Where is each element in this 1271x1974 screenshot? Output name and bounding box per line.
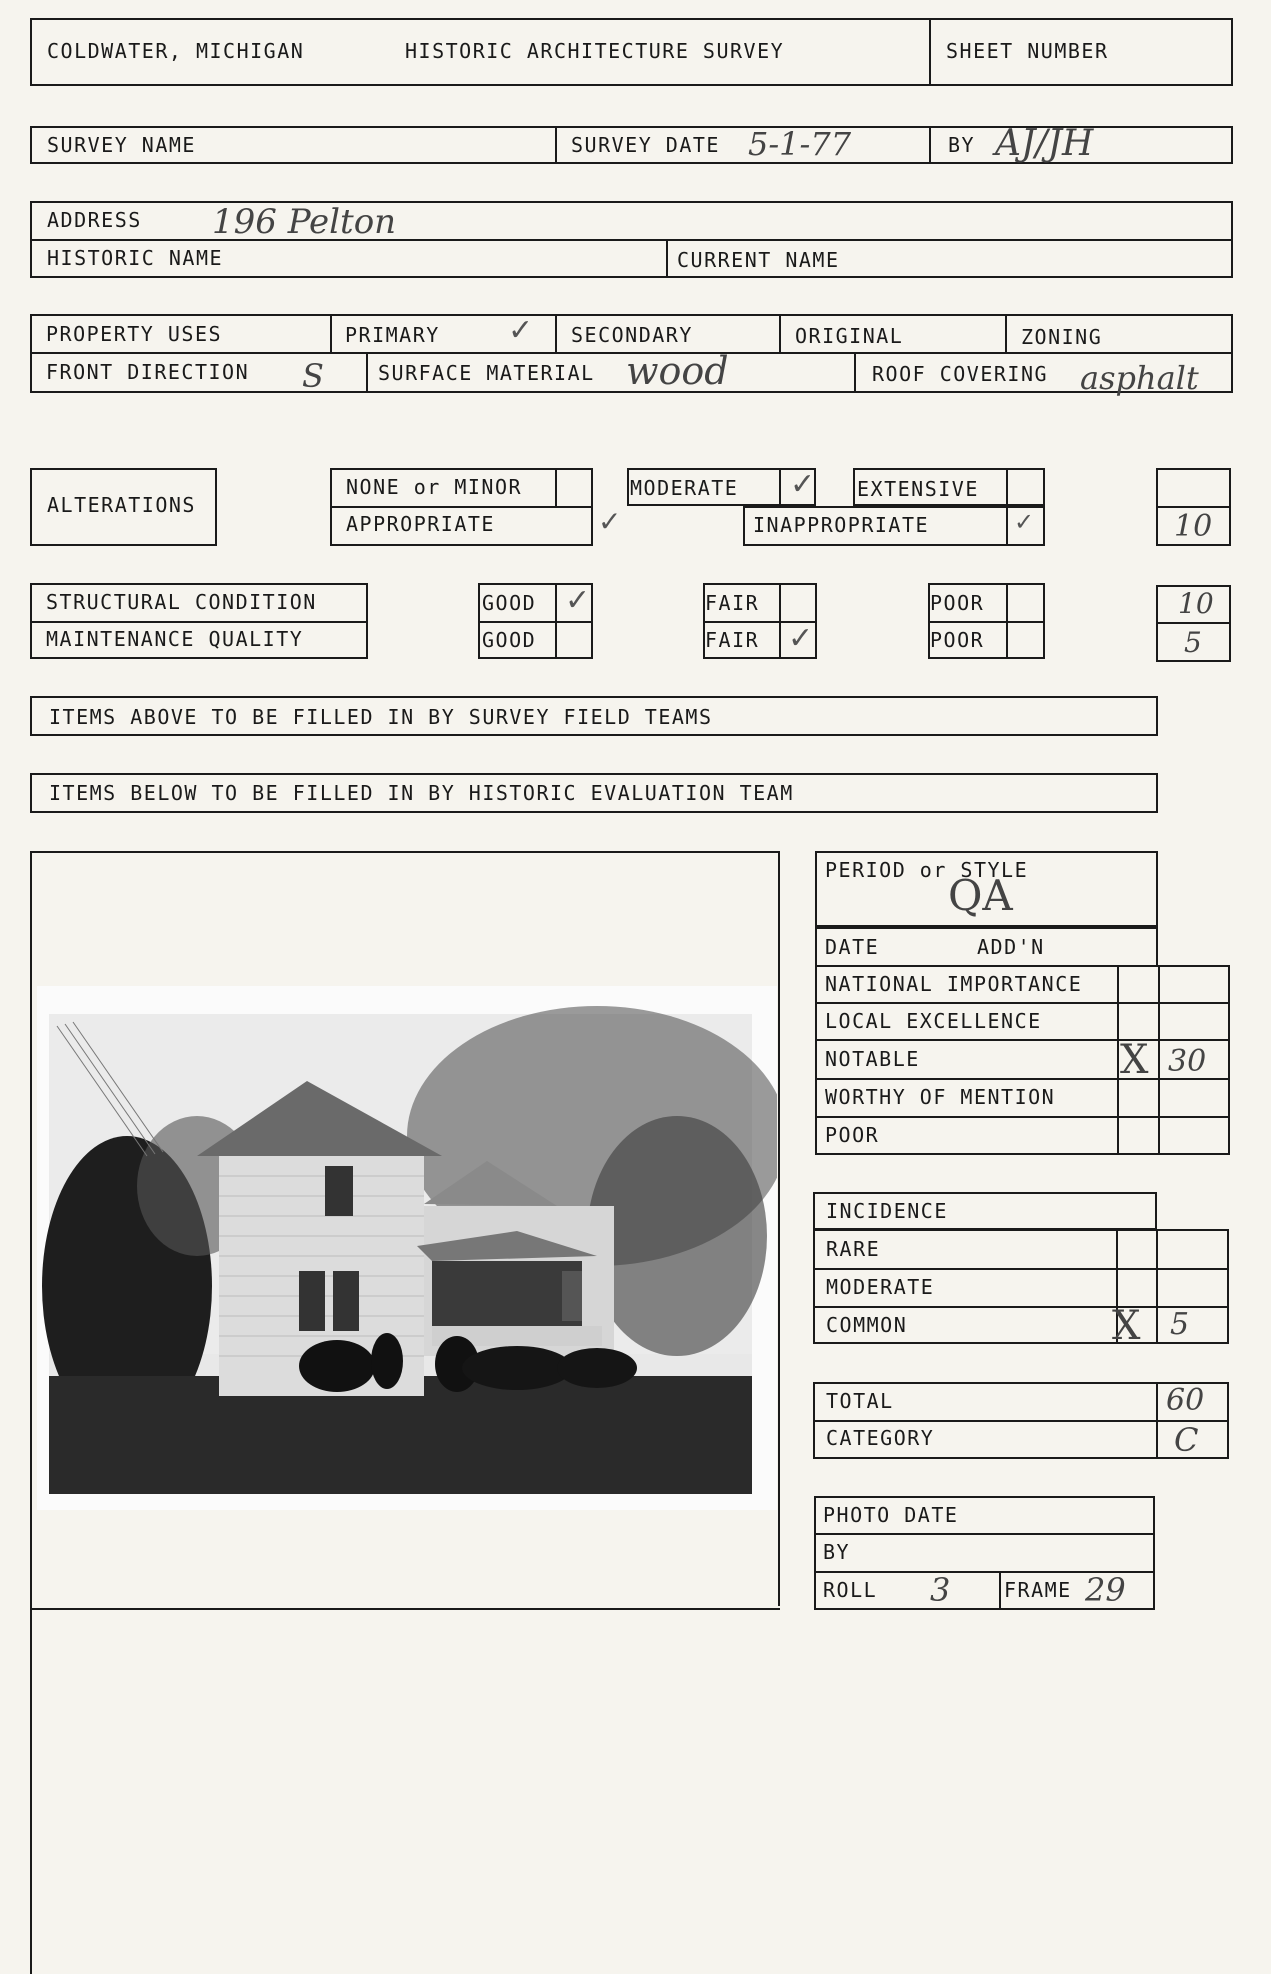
survey-date-label: SURVEY DATE bbox=[571, 133, 720, 157]
survey-row-right bbox=[1231, 126, 1233, 164]
rare-label: RARE bbox=[826, 1237, 881, 1261]
frame-value: 29 bbox=[1085, 1571, 1126, 1609]
name-divider bbox=[666, 239, 668, 278]
inc-row2 bbox=[813, 1306, 1229, 1308]
prop-div3 bbox=[779, 314, 781, 353]
structural-condition-label: STRUCTURAL CONDITION bbox=[46, 590, 317, 614]
common-label: COMMON bbox=[826, 1313, 908, 1337]
category-label: CATEGORY bbox=[826, 1426, 935, 1450]
frame-label: FRAME bbox=[1004, 1578, 1072, 1602]
house-photo-image bbox=[37, 986, 777, 1510]
total-label: TOTAL bbox=[826, 1389, 894, 1413]
period-label: PERIOD or STYLE bbox=[825, 858, 1029, 882]
address-label: ADDRESS bbox=[47, 208, 142, 232]
address-divider bbox=[30, 239, 1233, 241]
photo-by-label: BY bbox=[823, 1540, 851, 1564]
alterations-score: 10 bbox=[1174, 509, 1213, 544]
survey-by-label: BY bbox=[948, 133, 976, 157]
alterations-score-divider bbox=[1156, 506, 1231, 508]
incidence-moderate-label: MODERATE bbox=[826, 1275, 935, 1299]
addn-label: ADD'N bbox=[977, 935, 1045, 959]
importance-score-col bbox=[1158, 965, 1160, 1155]
roof-covering-label: ROOF COVERING bbox=[872, 362, 1049, 386]
prop-div2 bbox=[555, 314, 557, 353]
roll-frame-divider bbox=[999, 1571, 1001, 1610]
header-divider bbox=[929, 18, 931, 86]
photo-panel-bottom bbox=[30, 1608, 780, 1610]
notable-mark: X bbox=[1120, 1037, 1149, 1083]
structural-fair-label: FAIR bbox=[705, 591, 760, 615]
incidence-label: INCIDENCE bbox=[826, 1199, 948, 1223]
total-value: 60 bbox=[1166, 1383, 1205, 1418]
none-minor-label: NONE or MINOR bbox=[346, 475, 523, 499]
good-divider bbox=[478, 621, 593, 623]
prop-div4 bbox=[1005, 314, 1007, 353]
inc-row1 bbox=[813, 1268, 1229, 1270]
photo-panel-left bbox=[30, 851, 32, 1974]
common-mark: X bbox=[1112, 1303, 1141, 1349]
primary-check: ✓ bbox=[508, 313, 534, 348]
alterations-label: ALTERATIONS bbox=[47, 493, 196, 517]
none-minor-check-col bbox=[555, 468, 557, 506]
front-direction-label: FRONT DIRECTION bbox=[46, 360, 250, 384]
roll-label: ROLL bbox=[823, 1578, 878, 1602]
prop-div5 bbox=[366, 352, 368, 393]
property-uses-label: PROPERTY USES bbox=[46, 322, 223, 346]
sheet-number-label: SHEET NUMBER bbox=[946, 39, 1109, 63]
none-minor-divider bbox=[330, 506, 593, 508]
maintenance-score: 5 bbox=[1184, 626, 1202, 659]
roof-covering-value: asphalt bbox=[1080, 359, 1199, 397]
maintenance-fair-label: FAIR bbox=[705, 628, 760, 652]
condition-label-divider bbox=[30, 621, 368, 623]
poor-divider bbox=[928, 621, 1045, 623]
notable-score: 30 bbox=[1168, 1044, 1207, 1079]
appropriate-check: ✓ bbox=[598, 505, 622, 538]
poor-check-col bbox=[1006, 583, 1008, 659]
survey-name-label: SURVEY NAME bbox=[47, 133, 196, 157]
house-photo bbox=[37, 986, 777, 1510]
zoning-label: ZONING bbox=[1021, 325, 1103, 349]
city-label: COLDWATER, MICHIGAN bbox=[47, 39, 305, 63]
survey-row-left bbox=[30, 126, 32, 164]
fair-check-col bbox=[779, 583, 781, 659]
photo-panel-right bbox=[778, 851, 780, 1606]
structural-good-check: ✓ bbox=[565, 583, 591, 618]
secondary-label: SECONDARY bbox=[571, 323, 693, 347]
survey-row-div1 bbox=[555, 126, 557, 164]
extensive-check-col bbox=[1006, 468, 1008, 506]
surface-material-value: wood bbox=[626, 349, 729, 393]
structural-poor-label: POOR bbox=[930, 591, 985, 615]
below-note: ITEMS BELOW TO BE FILLED IN BY HISTORIC EVALUATION TEAM bbox=[49, 781, 794, 805]
category-value: C bbox=[1174, 1421, 1199, 1459]
original-label: ORIGINAL bbox=[795, 324, 904, 348]
date-label: DATE bbox=[825, 935, 880, 959]
eval-poor-label: POOR bbox=[825, 1123, 880, 1147]
period-value: QA bbox=[948, 871, 1013, 920]
imp-row2 bbox=[815, 1039, 1230, 1041]
maintenance-good-label: GOOD bbox=[482, 628, 537, 652]
photo-date-label: PHOTO DATE bbox=[823, 1503, 959, 1527]
photo-panel-left-lower bbox=[30, 1500, 32, 1610]
inappropriate-check-col bbox=[1006, 506, 1008, 546]
prop-div6 bbox=[854, 352, 856, 393]
extensive-label: EXTENSIVE bbox=[857, 477, 979, 501]
survey-date-value: 5-1-77 bbox=[748, 125, 852, 163]
local-excellence-label: LOCAL EXCELLENCE bbox=[825, 1009, 1042, 1033]
structural-good-label: GOOD bbox=[482, 591, 537, 615]
moderate-alt-label: MODERATE bbox=[630, 476, 739, 500]
moderate-check-col bbox=[779, 468, 781, 506]
above-note: ITEMS ABOVE TO BE FILLED IN BY SURVEY FIELD TEAMS bbox=[49, 705, 713, 729]
condition-score-divider bbox=[1156, 622, 1231, 624]
imp-row4 bbox=[815, 1116, 1230, 1118]
imp-row1 bbox=[815, 1002, 1230, 1004]
totals-divider bbox=[813, 1420, 1229, 1422]
incidence-score-col bbox=[1156, 1229, 1158, 1344]
photo-info-row1 bbox=[814, 1533, 1155, 1535]
historic-name-label: HISTORIC NAME bbox=[47, 246, 224, 270]
appropriate-label: APPROPRIATE bbox=[346, 512, 495, 536]
prop-div1 bbox=[330, 314, 332, 353]
inappropriate-label: INAPPROPRIATE bbox=[753, 513, 930, 537]
notable-label: NOTABLE bbox=[825, 1047, 920, 1071]
national-importance-label: NATIONAL IMPORTANCE bbox=[825, 972, 1083, 996]
survey-by-value: AJ/JH bbox=[995, 123, 1094, 164]
survey-title: HISTORIC ARCHITECTURE SURVEY bbox=[405, 39, 785, 63]
maintenance-quality-label: MAINTENANCE QUALITY bbox=[46, 627, 304, 651]
importance-col bbox=[1117, 965, 1119, 1155]
maintenance-poor-label: POOR bbox=[930, 628, 985, 652]
surface-material-label: SURFACE MATERIAL bbox=[378, 361, 595, 385]
photo-panel-top bbox=[30, 851, 780, 853]
maintenance-fair-check: ✓ bbox=[788, 621, 814, 656]
common-score: 5 bbox=[1170, 1307, 1190, 1342]
front-direction-value: S bbox=[302, 357, 324, 395]
moderate-check: ✓ bbox=[790, 467, 816, 502]
address-value: 196 Pelton bbox=[212, 202, 397, 242]
current-name-label: CURRENT NAME bbox=[677, 248, 840, 272]
inappropriate-check: ✓ bbox=[1014, 508, 1035, 536]
worthy-of-mention-label: WORTHY OF MENTION bbox=[825, 1085, 1056, 1109]
primary-label: PRIMARY bbox=[345, 323, 440, 347]
survey-row-div2 bbox=[929, 126, 931, 164]
good-check-col bbox=[555, 583, 557, 659]
structural-score: 10 bbox=[1178, 587, 1214, 620]
roll-value: 3 bbox=[930, 1571, 951, 1609]
